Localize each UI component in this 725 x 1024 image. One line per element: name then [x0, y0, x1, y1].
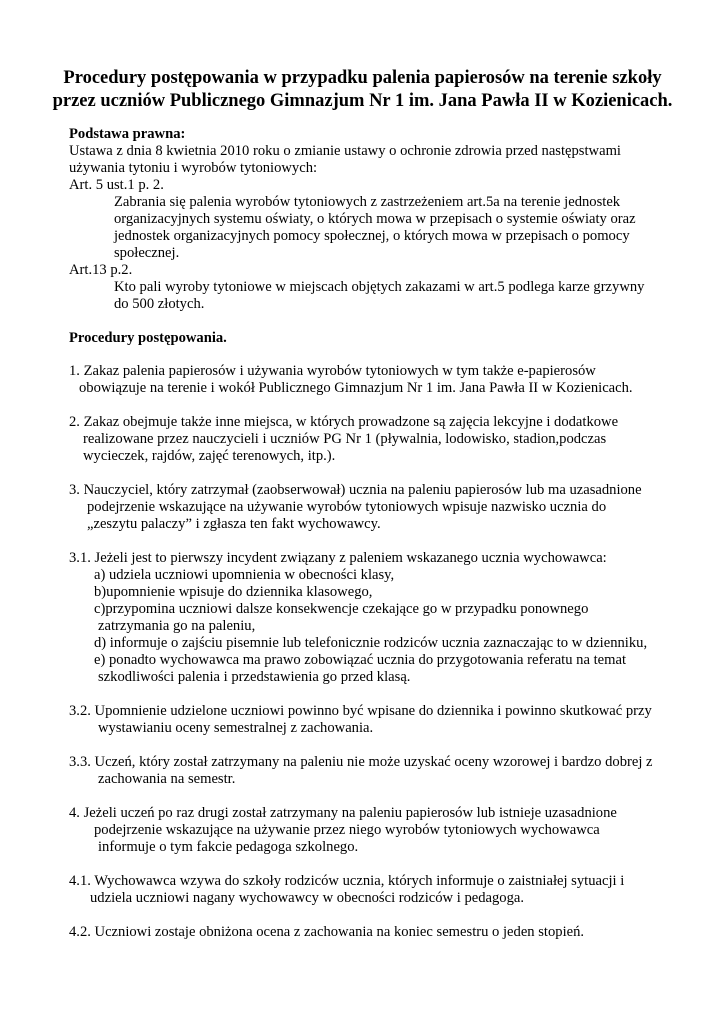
- procedure-line: c)przypomina uczniowi dalsze konsekwencje czekające go w przypadku ponownego: [94, 601, 589, 617]
- procedure-line: 1. Zakaz palenia papierosów i używania wyrobów tytoniowych w tym także e-papierosów: [69, 363, 596, 379]
- procedure-line: 4.2. Uczniowi zostaje obniżona ocena z zachowania na koniec semestru o jeden stopień.: [69, 924, 585, 940]
- legal-basis-line: Ustawa z dnia 8 kwietnia 2010 roku o zmianie ustawy o ochronie zdrowia przed następstwami: [69, 143, 621, 159]
- legal-basis-line: organizacyjnych systemu oświaty, o których mowa w przepisach o systemie oświaty oraz: [114, 211, 636, 227]
- procedure-line: realizowane przez nauczycieli i uczniów PG Nr 1 (pływalnia, lodowisko, stadion,podczas: [83, 431, 607, 447]
- procedure-line: „zeszytu palaczy” i zgłasza ten fakt wychowawcy.: [87, 516, 381, 532]
- legal-basis-line: Zabrania się palenia wyrobów tytoniowych z zastrzeżeniem art.5a na terenie jednostek: [114, 194, 621, 210]
- procedure-line: d) informuje o zajściu pisemnie lub telefonicznie rodziców ucznia zaznaczając to w dzienniku,: [94, 635, 648, 651]
- procedure-line: zatrzymania go na paleniu,: [98, 618, 256, 634]
- procedure-line: wystawianiu oceny semestralnej z zachowania.: [98, 720, 374, 736]
- procedure-line: wycieczek, rajdów, zajęć terenowych, itp.).: [83, 448, 336, 464]
- procedure-line: udziela uczniowi nagany wychowawcy w obecności rodziców i pedagoga.: [90, 890, 525, 906]
- document-title-line-1: Procedury postępowania w przypadku palenia papierosów na terenie szkoły: [63, 68, 662, 88]
- procedure-line: 4. Jeżeli uczeń po raz drugi został zatrzymany na paleniu papierosów lub istnieje uzasadnione: [69, 805, 617, 821]
- procedure-line: informuje o tym fakcie pedagoga szkolnego.: [98, 839, 359, 855]
- legal-basis-line: Kto pali wyroby tytoniowe w miejscach objętych zakazami w art.5 podlega karze grzywny: [114, 279, 645, 295]
- procedure-line: szkodliwości palenia i przedstawienia go przed klasą.: [98, 669, 411, 685]
- procedure-line: zachowania na semestr.: [98, 771, 236, 787]
- legal-basis-heading: Podstawa prawna:: [69, 126, 186, 142]
- procedure-line: e) ponadto wychowawca ma prawo zobowiązać ucznia do przygotowania referatu na temat: [94, 652, 627, 668]
- procedures-heading: Procedury postępowania.: [69, 330, 227, 346]
- procedure-line: 4.1. Wychowawca wzywa do szkoły rodziców ucznia, których informuje o zaistniałej sytuacji i: [69, 873, 625, 889]
- procedure-line: 3.2. Upomnienie udzielone uczniowi powinno być wpisane do dziennika i powinno skutkować przy: [69, 703, 652, 719]
- legal-basis-line: Art. 5 ust.1 p. 2.: [69, 177, 164, 193]
- procedure-line: a) udziela uczniowi upomnienia w obecności klasy,: [94, 567, 395, 583]
- procedure-line: 2. Zakaz obejmuje także inne miejsca, w których prowadzone są zajęcia lekcyjne i dodatkowe: [69, 414, 619, 430]
- legal-basis-line: używania tytoniu i wyrobów tytoniowych:: [69, 160, 318, 176]
- procedure-line: 3.3. Uczeń, który został zatrzymany na paleniu nie może uzyskać oceny wzorowej i bardzo dobrej z: [69, 754, 653, 770]
- procedure-line: podejrzenie wskazujące na używanie wyrobów tytoniowych wpisuje nazwisko ucznia do: [87, 499, 607, 515]
- legal-basis-line: społecznej.: [114, 245, 180, 261]
- legal-basis-line: Art.13 p.2.: [69, 262, 133, 278]
- procedure-line: 3. Nauczyciel, który zatrzymał (zaobserwował) ucznia na paleniu papierosów lub ma uzasadnione: [69, 482, 642, 498]
- procedure-line: obowiązuje na terenie i wokół Publicznego Gimnazjum Nr 1 im. Jana Pawła II w Kozienicach.: [79, 380, 633, 396]
- legal-basis-line: jednostek organizacyjnych pomocy społecznej, o których mowa w przepisach o pomocy: [114, 228, 630, 244]
- procedure-line: b)upomnienie wpisuje do dziennika klasowego,: [94, 584, 373, 600]
- procedure-line: 3.1. Jeżeli jest to pierwszy incydent związany z paleniem wskazanego ucznia wychowawca:: [69, 550, 607, 566]
- legal-basis-line: do 500 złotych.: [114, 296, 205, 312]
- procedure-line: podejrzenie wskazujące na używanie przez niego wyrobów tytoniowych wychowawca: [94, 822, 600, 838]
- document-title-line-2: przez uczniów Publicznego Gimnazjum Nr 1 im. Jana Pawła II w Kozienicach.: [52, 91, 673, 111]
